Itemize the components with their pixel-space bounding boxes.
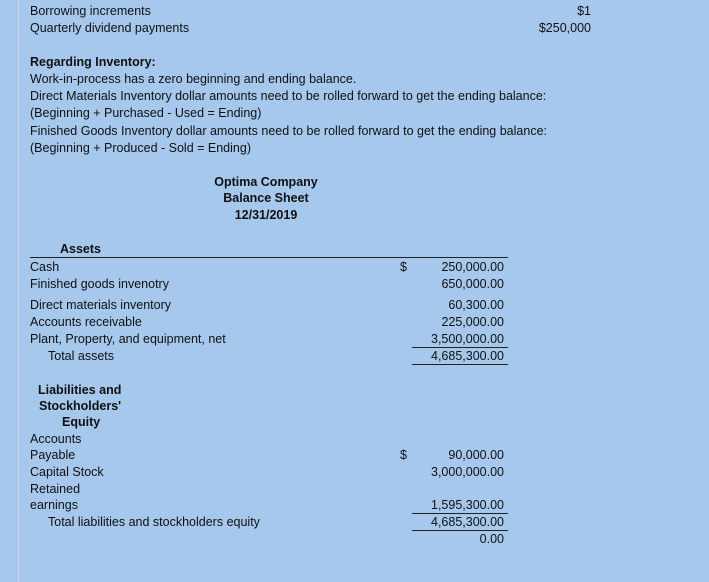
asset-currency: $ bbox=[400, 260, 407, 274]
asset-label-finished-goods: Finished goods invenotry bbox=[30, 277, 169, 291]
capital-stock-value: 3,000,000.00 bbox=[431, 465, 504, 479]
asset-value-cash: 250,000.00 bbox=[441, 260, 504, 274]
assets-heading: Assets bbox=[60, 242, 101, 256]
asset-value-ppe: 3,500,000.00 bbox=[431, 332, 504, 346]
inventory-line-2: Direct Materials Inventory dollar amounts need to be rolled forward to get the ending balance: bbox=[30, 89, 547, 103]
borrowing-value: $1 bbox=[577, 4, 591, 18]
dividend-value: $250,000 bbox=[538, 21, 591, 35]
asset-value-finished-goods: 650,000.00 bbox=[441, 277, 504, 291]
dividend-label: Quarterly dividend payments bbox=[30, 21, 190, 35]
check-value: 0.00 bbox=[479, 532, 504, 546]
asset-label-direct-materials: Direct materials inventory bbox=[30, 298, 172, 312]
inventory-heading: Regarding Inventory: bbox=[30, 55, 156, 69]
liabilities-heading-2: Stockholders' bbox=[39, 399, 122, 413]
asset-label-ppe: Plant, Property, and equipment, net bbox=[30, 332, 226, 346]
total-liabilities-label: Total liabilities and stockholders equity bbox=[48, 515, 260, 529]
borrowing-label: Borrowing increments bbox=[30, 4, 151, 18]
sheet-title: Balance Sheet bbox=[223, 191, 309, 205]
retained-value: 1,595,300.00 bbox=[431, 498, 504, 512]
total-assets-value: 4,685,300.00 bbox=[431, 349, 504, 363]
asset-label-cash: Cash bbox=[30, 260, 60, 274]
asset-value-direct-materials: 60,300.00 bbox=[448, 298, 504, 312]
sheet-date: 12/31/2019 bbox=[234, 208, 298, 222]
inventory-line-4: Finished Goods Inventory dollar amounts need to be rolled forward to get the ending balance: bbox=[30, 124, 547, 138]
grid-line bbox=[18, 0, 19, 582]
liabilities-heading-1: Liabilities and bbox=[38, 383, 122, 397]
company-name: Optima Company bbox=[214, 175, 318, 189]
asset-value-receivable: 225,000.00 bbox=[441, 315, 504, 329]
ap-label-2: Payable bbox=[30, 448, 76, 462]
total-liabilities-value: 4,685,300.00 bbox=[431, 515, 504, 529]
retained-label-2: earnings bbox=[30, 498, 78, 512]
liabilities-heading-3: Equity bbox=[62, 415, 101, 429]
capital-stock-label: Capital Stock bbox=[30, 465, 104, 479]
inventory-line-3: (Beginning + Purchased - Used = Ending) bbox=[30, 106, 262, 120]
asset-label-receivable: Accounts receivable bbox=[30, 315, 142, 329]
ap-label-1: Accounts bbox=[30, 432, 82, 446]
ap-value: 90,000.00 bbox=[448, 448, 504, 462]
total-assets-underline bbox=[412, 364, 508, 365]
total-assets-label: Total assets bbox=[48, 349, 115, 363]
retained-label-1: Retained bbox=[30, 482, 81, 496]
liabilities-currency: $ bbox=[400, 448, 407, 462]
inventory-line-5: (Beginning + Produced - Sold = Ending) bbox=[30, 141, 251, 155]
inventory-line-1: Work-in-process has a zero beginning and ending balance. bbox=[30, 72, 357, 86]
assets-underline bbox=[30, 257, 508, 258]
